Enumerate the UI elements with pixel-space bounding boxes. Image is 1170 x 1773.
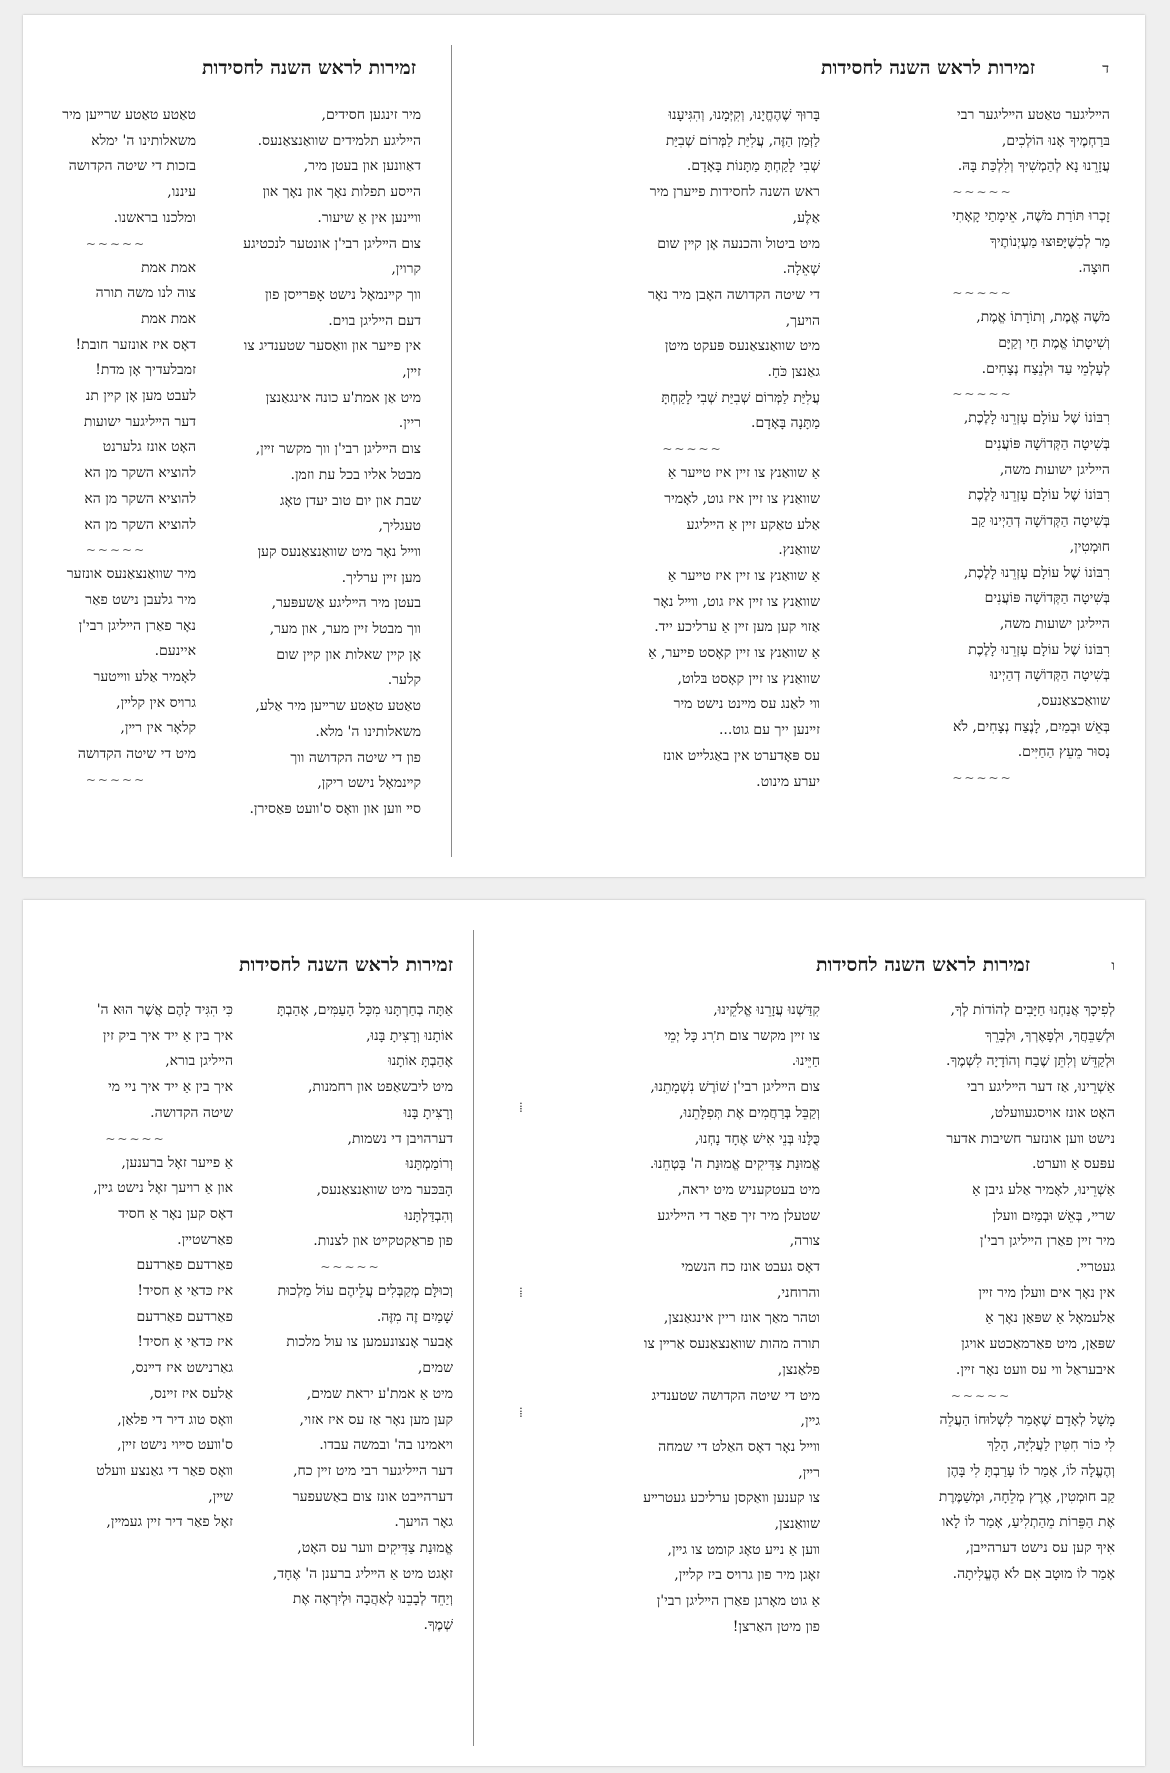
ornament-divider: ~~∽~~ xyxy=(85,543,147,558)
text-line: אִיךְ קען עס נישט דערהײבן, xyxy=(965,1540,1115,1557)
text-line: דערהױבן די נשמות, xyxy=(347,1130,453,1147)
text-line: הײליגער טאַטע הײליגער רבי xyxy=(957,107,1110,123)
page-header xyxy=(23,55,451,89)
text-line: וּלְשַׁבֵּחֲךָ, וּלְפָאֶרְךָ, וּלְבָרֵךְ xyxy=(984,1027,1115,1044)
page-number: ו xyxy=(1111,958,1115,974)
text-line: צורה, xyxy=(789,1233,820,1250)
text-line: להוציא השקר מן הא xyxy=(84,465,196,482)
text-line: סײ װען און װאָס ס'װעט פּאַסירן. xyxy=(249,800,421,817)
text-line: בזכות די שיטה הקדושה xyxy=(68,158,196,175)
text-line: אַשְׁרֵינוּ, לאָמיר אַלע גיבן אַ xyxy=(972,1181,1115,1198)
text-line: וְרוֹמַמְתָּנוּ xyxy=(405,1156,453,1173)
text-line: שְׁאֵלָה. xyxy=(782,261,820,278)
text-line: משאלותינו ה' ימלא xyxy=(91,132,196,149)
text-line: אַשְׁרֵינוּ, אַז דער הײליגע רבי xyxy=(966,1079,1115,1096)
text-line: אַ פײער זאָל ברענען, xyxy=(121,1154,233,1171)
text-line: שבת און יום טוב יעדן טאָג xyxy=(279,492,421,509)
text-line: אַלעמאָל אַ שפּאַן נאָך אַ xyxy=(985,1310,1115,1327)
text-line: פון מיטן האַרצן! xyxy=(732,1618,820,1635)
text-line: מיט ליבשאַפט און רחמנות, xyxy=(308,1079,453,1096)
text-line: קַב חוּמְטִין, אֶרֶץ מְלֵחָה, וּמְשַׁמֶּרֶת xyxy=(938,1488,1115,1505)
text-line: גאָר הױעך. xyxy=(394,1514,453,1531)
text-line: דאַוונען און בעטן מיר, xyxy=(303,158,421,175)
text-line: שוואַנצן, xyxy=(774,1516,820,1533)
text-line: לאָמיר אַלע װײטער xyxy=(93,669,196,686)
text-line: װײל נאָר דאָס האַלט די שמחה xyxy=(658,1438,820,1455)
text-line: שָׁמַיִם זֶה מִזֶּה. xyxy=(376,1308,453,1325)
text-line: ומלכנו בראשנו. xyxy=(113,209,196,226)
text-line: װײל נאָר מיט שוואַנצאַנעס קען xyxy=(257,543,421,560)
text-line: אַזױ קען מען זײן אַ ערליכע ייד. xyxy=(654,619,820,636)
text-line: אֱמוּנַת צַדִּיקִים אֱמוּנַת ה' בָּטְחֵנוּ. xyxy=(649,1156,820,1173)
text-line: להוציא השקר מן הא xyxy=(84,516,196,533)
text-line: חַיֵּינוּ. xyxy=(791,1053,820,1070)
ornament-divider: ~~∽~~ xyxy=(952,185,1013,200)
text-line: גאַנצן כֹּחַ. xyxy=(767,364,820,381)
text-line: שוואַכצאַנעס, xyxy=(1037,693,1110,710)
text-line: זאָגט מיט אַ הײליג ברענן ה' אֶחָד, xyxy=(272,1565,453,1582)
text-line: שמים, xyxy=(417,1360,453,1377)
text-line: האָט אונז גלערנט xyxy=(102,439,196,456)
text-line: קלאָר אין רײן, xyxy=(120,720,196,737)
text-line: הײליגן ישועות משה, xyxy=(999,615,1110,632)
text-column xyxy=(216,103,421,867)
text-column xyxy=(558,998,820,1756)
text-line: צו קענען װאַקסן ערליכע געטרײע xyxy=(643,1490,820,1507)
text-line: איינעם. xyxy=(154,643,196,660)
text-line: הױעך, xyxy=(785,312,820,329)
text-line: און אַ רױעך זאָל נישט גײן, xyxy=(93,1180,233,1197)
text-line: אַלֶע, xyxy=(792,209,820,226)
text-line: נָסוּר מֵעֵץ הַחַיִּים. xyxy=(1017,744,1110,761)
text-line: מיט בעטקעניש מיט יראה, xyxy=(677,1181,820,1198)
text-line: לְעָלְמֵי עַד וּלְנֵצַח נְצָחִים. xyxy=(981,360,1110,377)
text-line: אַ שוואַנץ צו זײן איז טײער אַ xyxy=(667,465,820,482)
text-line: גרױס אין קלײן, xyxy=(116,694,196,711)
scan-page-bottom xyxy=(23,900,1145,1766)
text-line: צום הײליגן רבי'ן שׁוֹרֶשׁ נִשְׁמָתֵנוּ, xyxy=(650,1079,820,1096)
text-column xyxy=(847,998,1115,1756)
text-line: הײליגע תלמידים שוואַנצאַנעס. xyxy=(257,132,421,149)
text-line: הָבּכּער מיט שוואַנצאַנעס, xyxy=(316,1181,453,1198)
text-line: מיר שוואַנצאַנעס אונזער xyxy=(66,566,196,583)
text-line: אַתָּה בְחַרְתָּנוּ מִכָּל הָעַמִּים, אָהַבְתָּ xyxy=(277,1002,453,1018)
text-line: מיט שוואַנצאַנעס פּעקט מיטן xyxy=(664,338,820,355)
text-line: טאַטע טאַטע שרײען מיר אַלע, xyxy=(255,698,421,715)
ornament-divider: ~~∽~~ xyxy=(952,286,1013,301)
text-line: תורה מהות שוואַנצאַנעס אַרײן צו xyxy=(643,1336,820,1353)
text-line: װי לאַנג עס מײנט נישט מיר xyxy=(673,696,820,713)
text-line: שרײ, בְּאֵשׁ וּבְמַיִם װעלן xyxy=(992,1207,1115,1224)
text-line: אָהַבְתָּ אוֹתָנוּ xyxy=(388,1053,453,1070)
text-line: קִדַּשְׁנוּ עֲזָרֵנוּ אֱלֹקֵינוּ, xyxy=(713,1002,820,1018)
text-line: איך בין אַ ייד איך ביק זין xyxy=(102,1027,233,1044)
right-page xyxy=(478,900,1145,1766)
text-line: וְהֶעֱלָה לוֹ, אָמַר לוֹ עָרַבְתָּ לִי בָּהֶן xyxy=(947,1462,1115,1479)
text-line: אמת אמת xyxy=(141,259,196,276)
text-line: הײסע תפלות נאָך און נאָך און xyxy=(262,184,421,201)
text-line: װײנען אין אַ שיעור. xyxy=(317,209,421,226)
text-line: זָכְרוּ תּוֹרַת מֹשֶׁה, אֵימָתַי קָאָתִי xyxy=(952,208,1110,225)
text-line: עס פּאָדערט אין באַגלײט אונז xyxy=(662,747,820,764)
text-line: אוֹתָנוּ וְרָצִיתָ בָּנוּ, xyxy=(366,1027,453,1044)
text-line: שוואַנץ צו זײן קאָסט בּלוט, xyxy=(677,670,820,687)
text-line: בְּשִׁיטָה הַקְּדוֹשָׁה פּוֹעֲנִים xyxy=(984,436,1110,453)
text-line: לְפִיכָךְ אֲנַחְנוּ חַיָּבִים לְהוֹדוֹת לְךָ, xyxy=(950,1002,1115,1018)
ornament-divider: ~~∽~~ xyxy=(105,1131,166,1146)
text-line: איז כּדאַי אַ חסיד! xyxy=(137,1283,233,1300)
text-line: חוּמְטִין, xyxy=(1069,538,1110,555)
left-page xyxy=(23,900,473,1766)
text-line: פלאַנצן, xyxy=(777,1361,820,1378)
text-line: שײן, xyxy=(208,1488,233,1505)
text-line: והרוחני, xyxy=(776,1284,820,1301)
text-line: דאָס געבט אונז כח הנשמי xyxy=(681,1259,820,1276)
text-line: שפּאַן, מיט פאַרמאַכטע אויגן xyxy=(961,1336,1115,1353)
text-line: שוואַנץ. xyxy=(778,542,820,559)
text-line: אַלעס איז זײנס, xyxy=(149,1385,233,1402)
text-line: משאלותינו ה' מלא. xyxy=(315,723,421,740)
text-line: טעגליך, xyxy=(378,518,421,535)
text-line: דער הײליגער רבי מיט זײן כח, xyxy=(293,1462,453,1479)
text-line: רִבּוֹנוֹ שֶׁל עוֹלָם עָזְרֵנוּ לָלֶכֶת, xyxy=(963,564,1110,581)
text-line: רִבּוֹנוֹ שֶׁל עוֹלָם עָזְרֵנוּ לָלֶכֶת xyxy=(968,487,1110,504)
text-line: ריין. xyxy=(398,415,421,432)
text-line: עיננו, xyxy=(167,184,196,201)
text-line: אין פײער און װאַסער שטענדיג צו xyxy=(243,338,421,355)
text-line: בָּרוּךְ שֶׁהֶחֱיָנוּ, וְקִיְּמָנוּ, וְהִגִּיעָנוּ xyxy=(668,107,820,123)
text-line: אֱמוּנַת צַדִּיקִים װער עס האָט, xyxy=(297,1540,453,1557)
text-line: חוּצָה. xyxy=(1078,259,1110,276)
text-line: אַ שוואַנץ צו זײן איז טײער אַ xyxy=(667,567,820,584)
text-line: ס'װעט סײוי נישט זײן, xyxy=(117,1437,233,1454)
text-line: כִּי הִגִּיד לָהֶם אֲשֶׁר הוּא ה' xyxy=(96,1002,233,1018)
text-line: מיר זײן פאַרן הײליגן רבי'ן xyxy=(979,1233,1115,1250)
page-title: זמירות לראש השנה לחסידות xyxy=(820,57,1035,79)
text-line: מַר לְכִשֶּׁיָּפוּצוּ מַעְיְנוֹתֶיךָ xyxy=(990,233,1110,250)
text-line: עֲלִיַּת לַמְּרוֹם שְׁבִיַּת שְׁבִי לָקַחְתָּ xyxy=(661,389,820,406)
text-line: פאַרדעם פאַרדעם xyxy=(136,1308,233,1325)
text-line: זײנען ייך עם גוט... xyxy=(718,722,820,739)
text-line: דער הײליגער ישועות xyxy=(83,413,196,430)
text-line: בְּשִׁיטָה הַקְּדוֹשָׁה דְהַיְינוּ קַב xyxy=(971,513,1110,530)
text-line: מַתָּנָה בָּאָדָם. xyxy=(751,415,820,432)
text-line: אמת אמת xyxy=(141,310,196,327)
text-line: עֲזָרֵנוּ נָא לְהַמְשִׁיךְ וְלִלְכַּת בָּהּ. xyxy=(957,158,1110,175)
text-line: מיט אַן אמת'ע כונה אינגאַנצן xyxy=(265,389,421,406)
text-line: לִי כּוֹר חִטִּין לַעֲלִיָּה, הָלַךְ xyxy=(987,1437,1115,1454)
text-line: די שיטה הקדושה האָבן מיר נאָר xyxy=(647,286,820,303)
text-line: צו זײן מקשר צום ת'ִרג כָּל יְמֵי xyxy=(664,1027,820,1044)
center-gutter xyxy=(451,45,452,857)
text-line: מיט אַ אמת'ע יראת שמים, xyxy=(306,1385,453,1402)
text-line: זמבלעדיך אָן מדת! xyxy=(95,362,196,379)
text-line: צום הײליגן רבי'ן אונטער לנכטיגע xyxy=(243,235,421,252)
text-line: וְקַבֵּל בְּרַחֲמִים אֶת תְּפִלָּתֵנוּ, xyxy=(679,1104,820,1121)
text-line: שטעלן מיר זיך פאַר די הײליגע xyxy=(657,1207,820,1224)
text-line: נישט װען אונזער חשיבות אדער xyxy=(946,1130,1115,1147)
ornament-divider: ~~∽~~ xyxy=(85,236,147,251)
text-line: וְהִבְדַּלְתָּנוּ xyxy=(404,1207,453,1224)
text-line: פאַרשטײן. xyxy=(177,1231,233,1248)
text-line: װאָס טוג דיר די פלאַן, xyxy=(117,1411,233,1428)
text-line: צוה לנו משה תורה xyxy=(95,285,196,302)
ornament-divider: ~~∽~~ xyxy=(320,1260,381,1275)
text-line: מָשָׁל לְאָדָם שֶׁאָמַר לִשְׁלוּחוֹ הַעֲלֵה xyxy=(939,1411,1115,1428)
text-line: עפּעס אַ װערט. xyxy=(1031,1156,1115,1173)
text-line: גײן, xyxy=(800,1413,820,1430)
text-line: אָן קײן שאלות און קײן שום xyxy=(276,646,421,663)
text-line: װען אַ נײע טאָג קומט צו גײן, xyxy=(667,1541,820,1558)
text-line: הײליגן בורא, xyxy=(165,1053,233,1070)
text-line: בְּשִׁיטָה הַקְּדוֹשָׁה דְהַיְינוּ xyxy=(990,667,1110,684)
binding-mark: ⁞ xyxy=(519,1405,523,1421)
text-line: יערע מינוט. xyxy=(756,773,820,790)
text-line: לעבט מען אָן קײן תנ xyxy=(85,388,196,405)
text-line: האָט אונז אויסגעװעלט, xyxy=(990,1104,1115,1121)
text-column xyxy=(248,998,453,1756)
page-title: זמירות לראש השנה לחסידות xyxy=(238,954,453,976)
text-line: אַ שוואַנץ צו זײן קאָסט פײער, אַ xyxy=(648,645,820,662)
text-line: וּלְקַדֵּשׁ וְלִתֵּן שֶׁבַח וְהוֹדָיָה לִשְׁמֶךָ. xyxy=(945,1053,1115,1070)
text-line: מען זײן ערליך. xyxy=(341,569,421,586)
text-line: שְׁמֶךָ. xyxy=(423,1617,453,1634)
text-line: אֶת הַפֵּרוֹת מֵהַתְלִיעַ, אָמַר לוֹ לָאו xyxy=(941,1514,1115,1531)
text-line: איך בין אַ ייד איך ניי מי xyxy=(108,1079,233,1096)
page-title: זמירות לראש השנה לחסידות xyxy=(815,954,1030,976)
text-line: קײנמאָל נישט ריקן, xyxy=(317,775,421,792)
text-line: דאָס איז אונזער חובת! xyxy=(75,336,196,353)
text-line: מיט די שיטה הקדושה xyxy=(77,746,196,763)
text-line: שְׁבִי לָקַחְתָּ מַתָּנוֹת בָּאָדָם. xyxy=(686,158,820,175)
text-line: פון די שיטה הקדושה ווך xyxy=(290,749,421,766)
text-line: וטהר מאַך אונז ריין אינגאַנצן, xyxy=(663,1310,820,1327)
ornament-divider: ~~∽~~ xyxy=(952,387,1013,402)
text-line: שוואַנץ צו זײן איז גוט, לאָמיר xyxy=(664,490,820,507)
page-header xyxy=(23,952,473,986)
text-column xyxy=(36,103,196,867)
text-line: וְיַחֵד לְבָבֵנוּ לְאַהֲבָה וּלְיִרְאָה אֶת xyxy=(292,1591,453,1608)
ornament-divider: ~~∽~~ xyxy=(952,771,1013,786)
text-line: זאָל פאַר דיר זײן געמײן, xyxy=(106,1514,233,1531)
text-line: דערהײבט אונז צום באַשעפער xyxy=(292,1488,453,1505)
binding-mark: ⁞ xyxy=(519,1285,523,1301)
text-line: ווך קײנמאָל נישט אָפּרײסן פון xyxy=(264,286,421,303)
text-line: כֻּלָּנוּ בְּנֵי אִישׁ אֶחָד נָחְנוּ, xyxy=(694,1130,820,1147)
text-line: וְרָצִיתָ בָּנוּ xyxy=(403,1104,453,1121)
text-line: אַלע טאַקע זײן אַ הײליגע xyxy=(686,516,820,533)
text-line: פון פראַקטקײט און לצנות. xyxy=(313,1233,453,1250)
text-line: רײן, xyxy=(798,1464,820,1481)
text-line: שיטה הקדושה. xyxy=(150,1104,233,1121)
text-line: מיט ביטול והכנעה אָן קײן שום xyxy=(657,235,820,252)
text-line: ראש השנה לחסידות פײערן מיר xyxy=(649,184,820,201)
text-column xyxy=(565,103,820,867)
text-line: שוואַנץ צו זײן איז גוט, װײל נאָר xyxy=(653,593,820,610)
text-line: ווך מבטל זײן מער, און מער, xyxy=(269,621,421,638)
ornament-divider: ~~∽~~ xyxy=(85,772,147,787)
text-line: להוציא השקר מן הא xyxy=(84,490,196,507)
page-header xyxy=(463,55,1145,89)
text-line: זאָגן מיר פון גרױס ביז קלײן, xyxy=(674,1567,820,1584)
text-line: בעטן מיר הײליגע אַשעפּער, xyxy=(271,595,421,612)
text-line: בּרַחְמֶיךָ אָנוּ הוֹלְכִים, xyxy=(1001,132,1110,149)
text-line: קלער. xyxy=(387,672,421,689)
text-line: איבעראַל װי עס װעט נאָר זײן. xyxy=(955,1361,1115,1378)
text-column xyxy=(38,998,233,1756)
text-line: מבטל אליו בכל עת וזמן. xyxy=(290,466,421,483)
text-line: בְּאֵשׁ וּבְמַיִם, לָנֶצַח נְצָחִים, לֹא xyxy=(952,718,1110,735)
text-line: מיר זינגען חסידים, xyxy=(321,107,421,123)
text-line: מיט די שיטה הקדושה שטענדיג xyxy=(651,1387,820,1404)
text-line: רִבּוֹנוֹ שֶׁל עוֹלָם עָזְרֵנוּ לָלֶכֶת, xyxy=(963,410,1110,427)
page-header xyxy=(478,952,1145,986)
text-line: צום הײליגן רבי'ן ווך מקשר זײן, xyxy=(255,441,421,458)
center-gutter xyxy=(473,930,474,1746)
ornament-divider: ~~∽~~ xyxy=(950,1388,1012,1403)
text-line: וְשִׁיטָתוֹ אֱמֶת חַי וְקַיָּם xyxy=(998,334,1110,351)
text-line: טאַטע טאַטע שרײען מיר xyxy=(62,107,196,123)
page-title: זמירות לראש השנה לחסידות xyxy=(201,57,416,79)
text-line: מיר גלעבן נישט פאַר xyxy=(85,591,196,608)
text-line: לַזְּמַן הַזֶּה, עֲלִיַּת לַמְּרוֹם שְׁבִיַּת xyxy=(665,132,820,149)
text-line: רִבּוֹנוֹ שֶׁל עוֹלָם עָזְרֵנוּ לָלֶכֶת xyxy=(968,641,1110,658)
text-line: דעם הײליגן בוים. xyxy=(328,312,421,329)
scan-page-top xyxy=(23,15,1145,877)
text-line: קרוין, xyxy=(391,261,421,278)
text-line: אַ גוט מאָרגן פאַרן הײליגן רבי'ן xyxy=(656,1593,820,1610)
text-line: װאָס פאַר די גאַנצע װעלט xyxy=(96,1462,233,1479)
left-page xyxy=(23,15,451,877)
text-line: אָמַר לוֹ מוּטָב אִם לֹא הֶעֱלִיתָה. xyxy=(952,1565,1115,1582)
text-line: געטרײ. xyxy=(1075,1259,1115,1276)
text-line: בְּשִׁיטָה הַקְּדוֹשָׁה פּוֹעֲנִים xyxy=(984,590,1110,607)
text-line: נאָר פאַרן הײליגן רבי'ן xyxy=(78,617,196,634)
binding-mark: ⁞ xyxy=(519,1100,523,1116)
text-line: דאָס קען נאָר אַ חסיד xyxy=(118,1205,233,1222)
ornament-divider: ~~∽~~ xyxy=(662,442,723,457)
text-line: ויאמינו בה' ובמשה עבדו. xyxy=(319,1437,453,1454)
text-line: פאַרדעם פאַרדעם xyxy=(136,1257,233,1274)
right-page xyxy=(463,15,1145,877)
text-line: אָבער אָנצונעמען צו עול מלכות xyxy=(286,1334,453,1351)
page-number: ד xyxy=(1102,61,1109,77)
text-line: קען מען נאָר אַז עס איז אזוי, xyxy=(299,1411,453,1428)
text-line: זײן, xyxy=(402,364,421,381)
text-line: מֹשֶׁה אֱמֶת, וְתוֹרָתוֹ אֱמֶת, xyxy=(976,309,1110,326)
text-column xyxy=(855,103,1110,867)
text-line: הײליגן ישועות משה, xyxy=(999,461,1110,478)
text-line: גאַרנישט איז דײנס, xyxy=(131,1360,233,1377)
text-line: אין נאָך אים װעלן מיר זײן xyxy=(978,1284,1115,1301)
text-line: איז כּדאַי אַ חסיד! xyxy=(137,1334,233,1351)
text-line: וְכוּלָּם מְקַבְּלִים עֲלֵיהֶם עוֹל מַלְכוּת xyxy=(277,1283,453,1300)
